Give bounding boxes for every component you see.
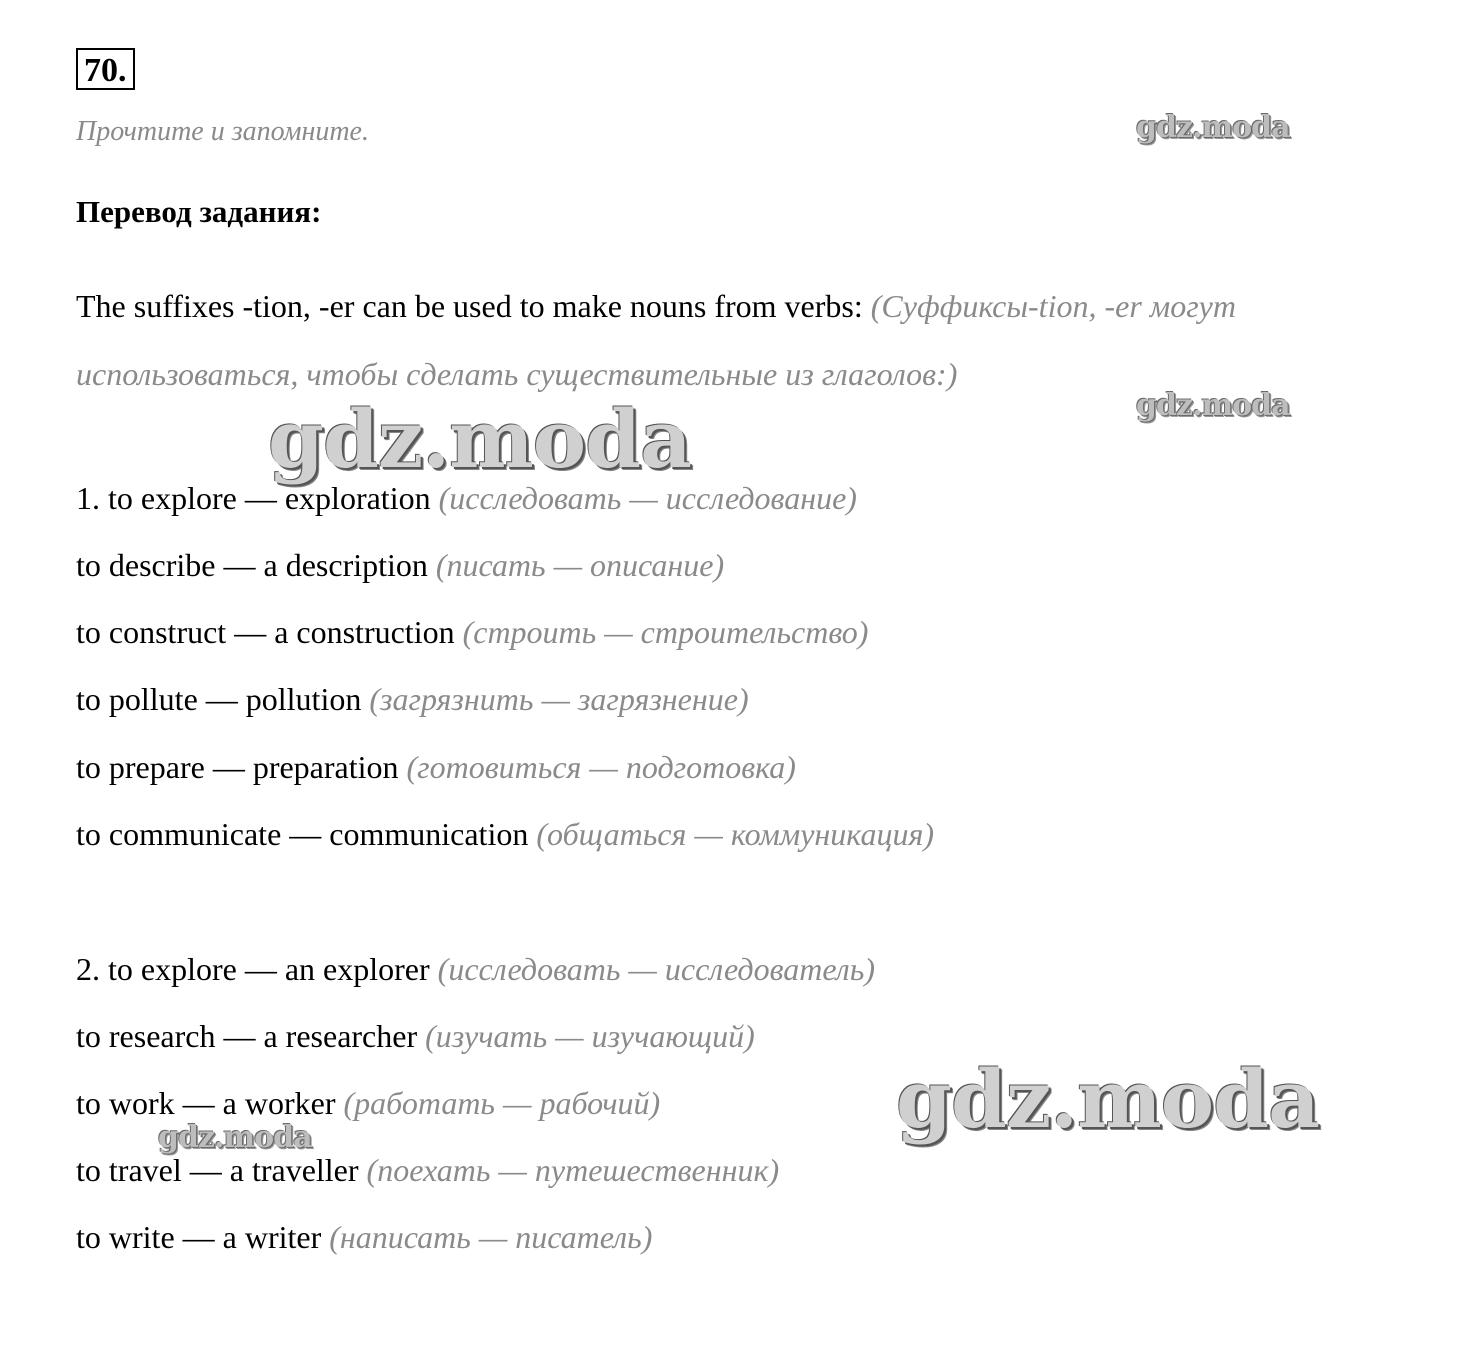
item-text: to research — a researcher [76, 1018, 418, 1054]
item-text: to explore — an explorer [108, 951, 430, 987]
list-item [76, 951, 875, 988]
watermark-logo: gdz.moda [1136, 388, 1290, 423]
item-translation: (поехать — путешественник) [366, 1152, 780, 1188]
rule-text: The suffixes -tion, -er can be used to make nouns from verbs: [76, 288, 863, 324]
item-translation: (загрязнить — загрязнение) [369, 681, 749, 717]
watermark-logo: gdz.moda [1136, 110, 1290, 145]
rule-translation: (Суффиксы-tion, -er могут использоваться, чтобы сделать существительные из глаголов:) [76, 288, 1236, 392]
item-number: 2. [76, 951, 100, 987]
item-translation: (работать — рабочий) [343, 1085, 661, 1121]
task-number: 70. [76, 48, 135, 90]
list-item [76, 547, 724, 584]
item-text: to explore — exploration [108, 480, 431, 516]
item-translation: (общаться — коммуникация) [536, 816, 934, 852]
item-text: to write — a writer [76, 1219, 322, 1255]
item-text: to prepare — preparation [76, 749, 399, 785]
rule-paragraph [76, 272, 1376, 408]
item-text: to travel — a traveller [76, 1152, 359, 1188]
list-item [76, 749, 796, 786]
list-item [76, 681, 749, 718]
instruction-text: Прочтите и запомните. [76, 116, 369, 147]
item-text: to work — a worker [76, 1085, 336, 1121]
item-translation: (готовиться — подготовка) [406, 749, 796, 785]
list-item [76, 1219, 652, 1256]
translation-heading: Перевод задания: [76, 194, 322, 229]
list-item [76, 816, 934, 853]
list-item [76, 1085, 660, 1122]
item-text: to pollute — pollution [76, 681, 362, 717]
watermark-logo: gdz.moda [896, 1052, 1319, 1146]
item-translation: (писать — описание) [435, 547, 725, 583]
item-translation: (исследовать — исследование) [438, 480, 857, 516]
list-item [76, 614, 868, 651]
item-number: 1. [76, 480, 100, 516]
list-item [76, 480, 857, 517]
item-translation: (изучать — изучающий) [425, 1018, 755, 1054]
list-item [76, 1018, 755, 1055]
watermark-logo: gdz.moda [268, 392, 691, 486]
item-translation: (написать — писатель) [329, 1219, 653, 1255]
item-translation: (исследовать — исследователь) [437, 951, 875, 987]
item-translation: (строить — строительство) [462, 614, 869, 650]
watermark-logo: gdz.moda [158, 1120, 312, 1155]
item-text: to communicate — communication [76, 816, 529, 852]
item-text: to construct — a construction [76, 614, 455, 650]
item-text: to describe — a description [76, 547, 428, 583]
list-item [76, 1152, 779, 1189]
